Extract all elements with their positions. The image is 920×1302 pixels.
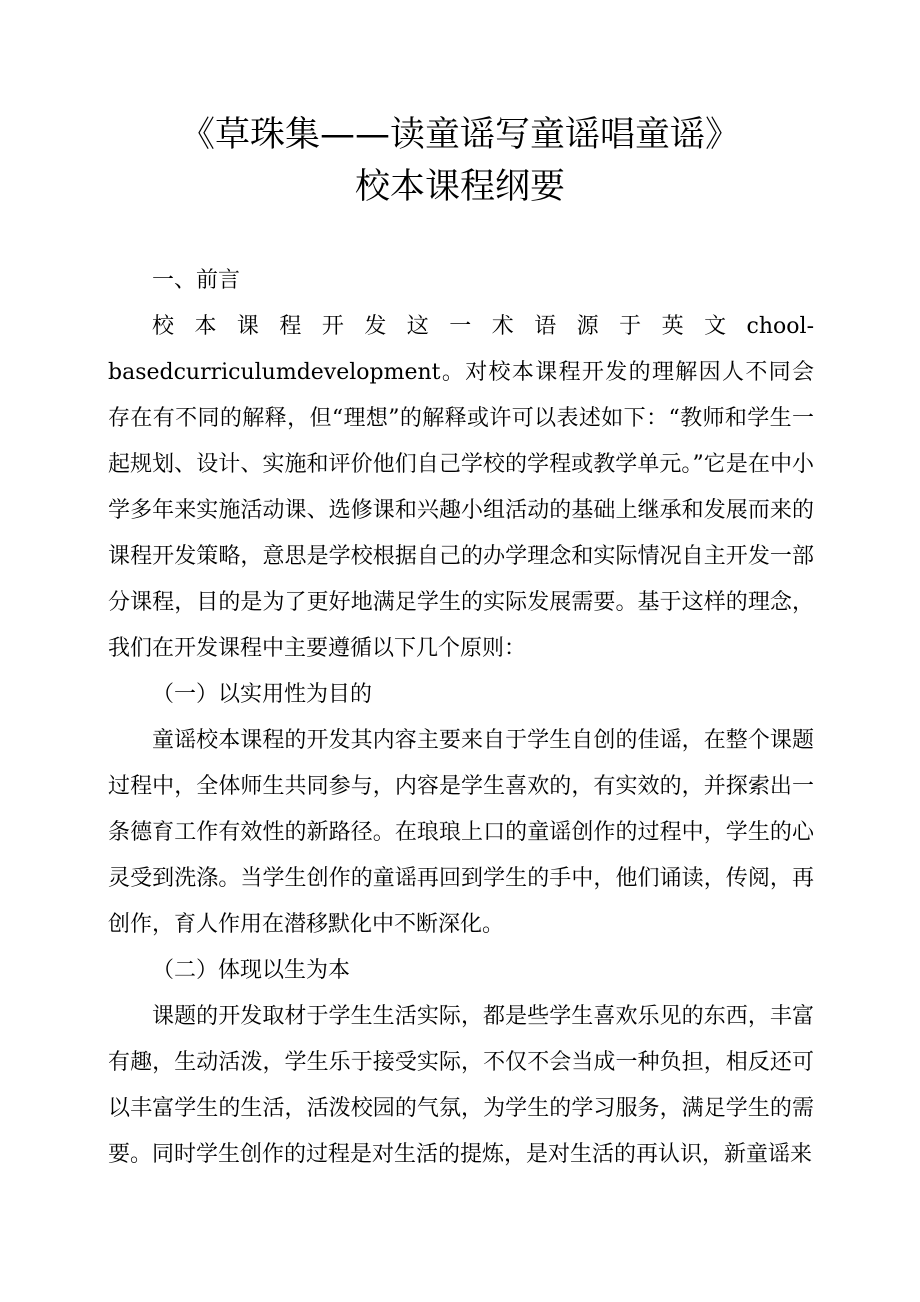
subheading-practicality: （一）以实用性为目的: [152, 682, 373, 707]
paragraph-student-centered: 课题的开发取材于学生生活实际，都是些学生喜欢乐见的东西，丰富有趣，生动活泼，学生乐于接受实际，不仅不会当成一种负担，相反还可以丰富学生的生活，活泼校园的气氛，为学生的学习服务，满足学生的需要。同时学生创作的过程是对生活的提炼，是对生活的再认识，新童谣来: [108, 1004, 814, 1167]
paragraph-practicality: 童谣校本课程的开发其内容主要来自于学生自创的佳谣，在整个课题过程中，全体师生共同参与，内容是学生喜欢的，有实效的，并探索出一条德育工作有效性的新路径。在琅琅上口的童谣创作的过程中，学生的心灵受到洗涤。当学生创作的童谣再回到学生的手中，他们诵读，传阅，再创作，育人作用在潜移默化中不断深化。: [108, 728, 814, 937]
subheading-student-centered: （二）体现以生为本: [152, 958, 351, 983]
paragraph-intro: 校本课程开发这一术语源于英文chool-basedcurriculumdevelopment。对校本课程开发的理解因人不同会存在有不同的解释，但“理想”的解释或许可以表述如下：“教师和学生一起规划、设计、实施和评价他们自己学校的学程或教学单元。”它是在中小学多年来实施活动课、选修课和兴趣小组活动的基础上继承和发展而来的课程开发策略，意思是学校根据自己的办学理念和实际情况自主开发一部分课程，目的是为了更好地满足学生的实际发展需要。基于这样的理念，我们在开发课程中主要遵循以下几个原则：: [108, 314, 814, 661]
section-heading-preface: 一、前言: [152, 268, 241, 293]
document-title-line2: 校本课程纲要: [354, 167, 565, 207]
document-body: [108, 258, 814, 1178]
document-title-line1: 《草珠集——读童谣写童谣唱童谣》: [179, 115, 740, 155]
